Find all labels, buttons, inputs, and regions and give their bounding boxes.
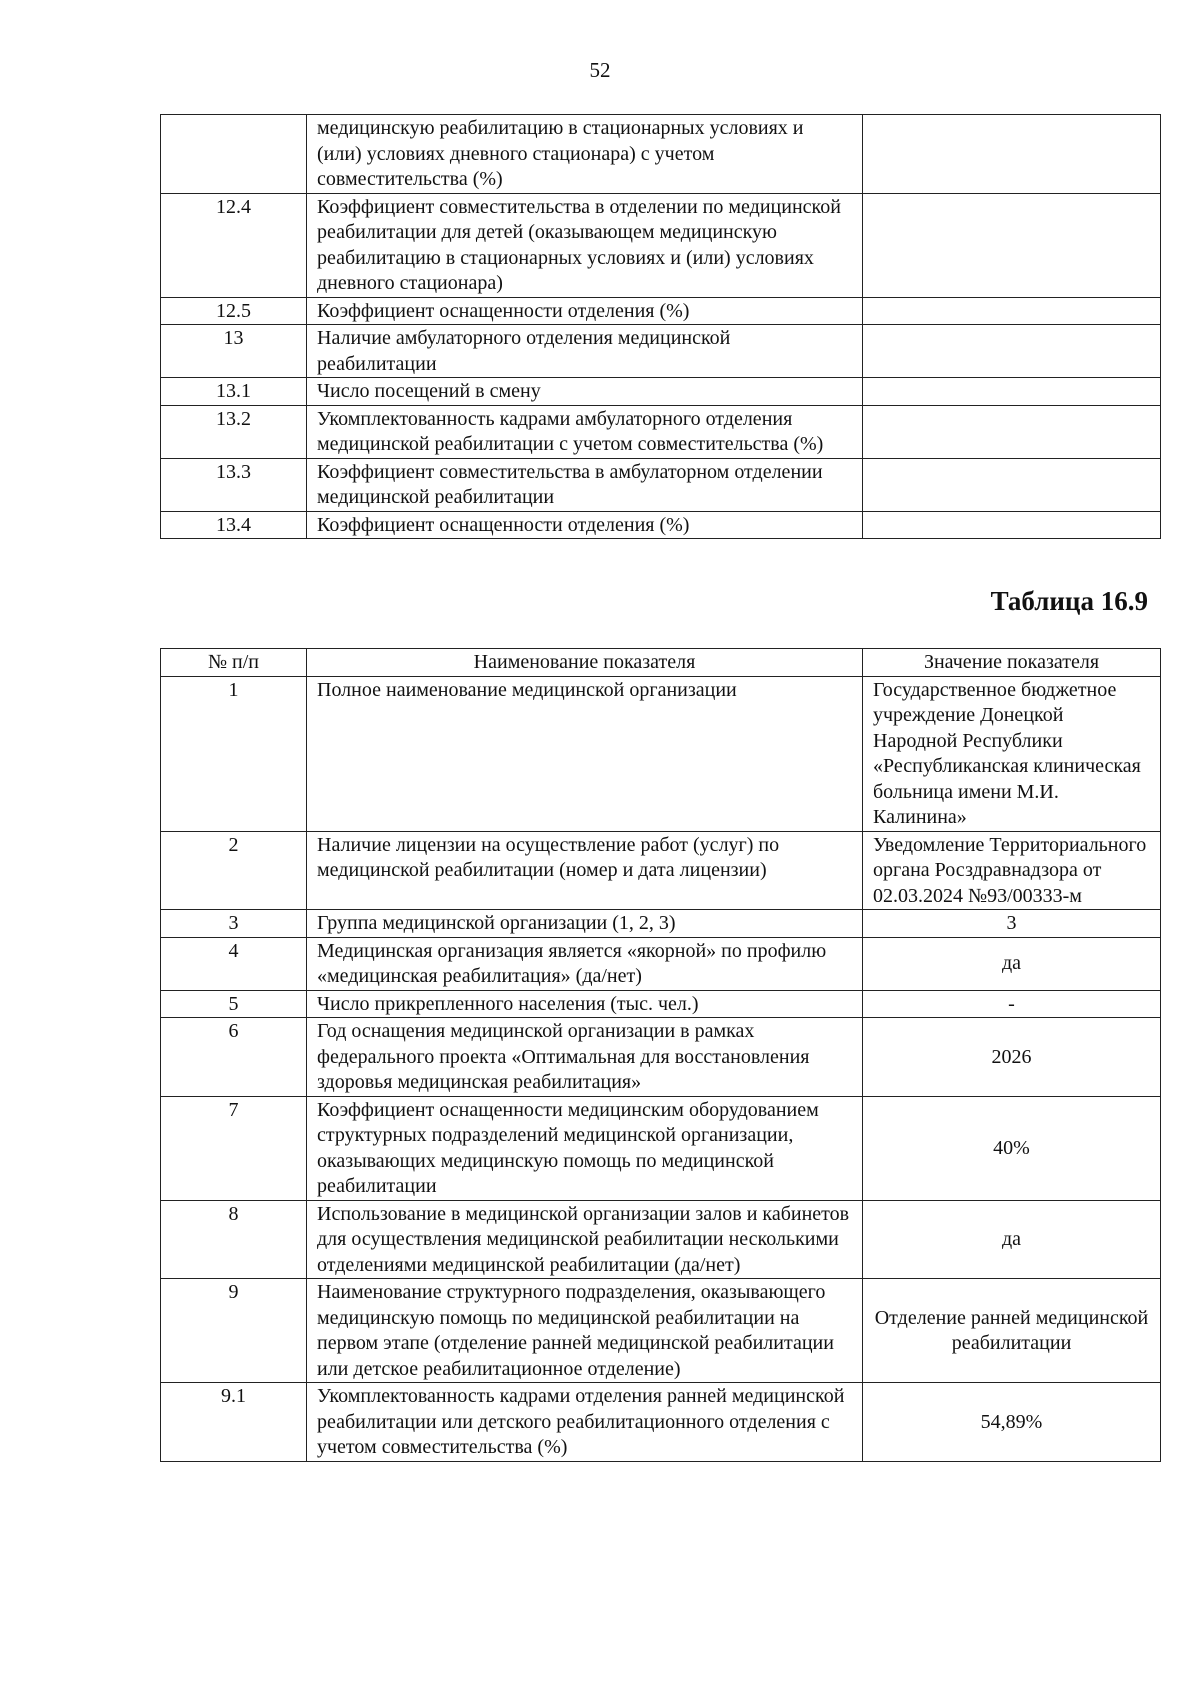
indicator-name: Наименование структурного подразделения, оказывающего медицинскую помощь по медицинской реабилитации на первом этапе (отделение ранней медицинской реабилитации или детское реабилитационное отделение) [307,1279,863,1383]
row-number: 13 [161,325,307,378]
indicator-value [863,405,1161,458]
indicator-value: 54,89% [863,1383,1161,1462]
table-row [161,937,1161,990]
indicator-name: Укомплектованность кадрами отделения ранней медицинской реабилитации или детского реабилитационного отделения с учетом совместительства (%) [307,1383,863,1462]
table-row [161,405,1161,458]
indicator-value: Отделение ранней медицинской реабилитации [863,1279,1161,1383]
row-number: 1 [161,676,307,831]
row-number: 7 [161,1096,307,1200]
indicator-value: 3 [863,910,1161,938]
indicator-name: Использование в медицинской организации залов и кабинетов для осуществления медицинской реабилитации несколькими отделениями медицинской реабилитации (да/нет) [307,1200,863,1279]
row-number: 13.2 [161,405,307,458]
indicator-name: Полное наименование медицинской организации [307,676,863,831]
indicator-name: Коэффициент оснащенности отделения (%) [307,297,863,325]
row-number [161,115,307,194]
indicator-value: да [863,937,1161,990]
indicator-name: Коэффициент совместительства в отделении по медицинской реабилитации для детей (оказывающем медицинскую реабилитацию в стационарных условиях и (или) условиях дневного стационара) [307,193,863,297]
table-row [161,990,1161,1018]
indicator-value [863,325,1161,378]
indicator-name: Наличие лицензии на осуществление работ (услуг) по медицинской реабилитации (номер и дата лицензии) [307,831,863,910]
table-caption: Таблица 16.9 [990,586,1148,616]
indicator-name: Год оснащения медицинской организации в рамках федерального проекта «Оптимальная для восстановления здоровья медицинская реабилитация» [307,1018,863,1097]
row-number: 12.4 [161,193,307,297]
table-row [161,1383,1161,1462]
indicator-value [863,378,1161,406]
indicator-value [863,511,1161,539]
indicator-value: - [863,990,1161,1018]
indicators-table-continued [160,114,1161,539]
table-row [161,115,1161,194]
table-row [161,511,1161,539]
indicator-value [863,458,1161,511]
table-header-row [161,649,1161,677]
page-number: 52 [589,58,611,82]
indicator-value: Государственное бюджетное учреждение Донецкой Народной Республики «Республиканская клиническая больница имени М.И. Калинина» [863,676,1161,831]
indicator-value: 2026 [863,1018,1161,1097]
row-number: 2 [161,831,307,910]
indicator-name: Медицинская организация является «якорной» по профилю «медицинская реабилитация» (да/нет) [307,937,863,990]
row-number: 9 [161,1279,307,1383]
header-name: Наименование показателя [307,649,863,677]
table-row [161,676,1161,831]
indicators-table-16-9 [160,648,1161,1462]
row-number: 6 [161,1018,307,1097]
table-row [161,1096,1161,1200]
indicator-name: Число прикрепленного населения (тыс. чел.) [307,990,863,1018]
header-value: Значение показателя [863,649,1161,677]
table-row [161,1200,1161,1279]
table-row [161,325,1161,378]
indicator-value: да [863,1200,1161,1279]
row-number: 5 [161,990,307,1018]
table-row [161,1279,1161,1383]
row-number: 8 [161,1200,307,1279]
row-number: 3 [161,910,307,938]
table-row [161,193,1161,297]
table-row [161,831,1161,910]
indicator-name: Коэффициент оснащенности медицинским оборудованием структурных подразделений медицинской организации, оказывающих медицинскую помощь по медицинской реабилитации [307,1096,863,1200]
indicator-value [863,115,1161,194]
header-number: № п/п [161,649,307,677]
indicator-value: 40% [863,1096,1161,1200]
row-number: 9.1 [161,1383,307,1462]
indicator-value: Уведомление Территориального органа Росздравнадзора от 02.03.2024 №93/00333-м [863,831,1161,910]
row-number: 13.3 [161,458,307,511]
table-row [161,458,1161,511]
row-number: 4 [161,937,307,990]
indicator-name: Укомплектованность кадрами амбулаторного отделения медицинской реабилитации с учетом совместительства (%) [307,405,863,458]
indicator-value [863,297,1161,325]
indicator-name: Коэффициент оснащенности отделения (%) [307,511,863,539]
table-row [161,297,1161,325]
indicator-name: медицинскую реабилитацию в стационарных условиях и (или) условиях дневного стационара) с учетом совместительства (%) [307,115,863,194]
row-number: 13.4 [161,511,307,539]
indicator-name: Наличие амбулаторного отделения медицинской реабилитации [307,325,863,378]
indicator-name: Число посещений в смену [307,378,863,406]
row-number: 13.1 [161,378,307,406]
table-row [161,910,1161,938]
table-row [161,1018,1161,1097]
table-row [161,378,1161,406]
indicator-value [863,193,1161,297]
indicator-name: Коэффициент совместительства в амбулаторном отделении медицинской реабилитации [307,458,863,511]
row-number: 12.5 [161,297,307,325]
indicator-name: Группа медицинской организации (1, 2, 3) [307,910,863,938]
